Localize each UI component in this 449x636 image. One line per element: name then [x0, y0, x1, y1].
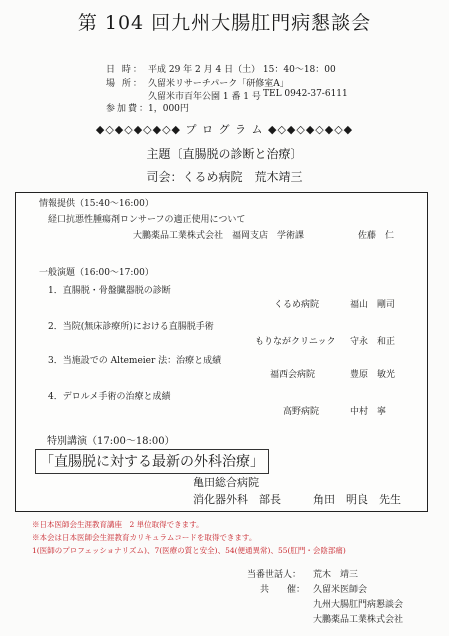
venue-line1: 久留米リサーチパーク「研修室A」: [148, 79, 289, 89]
co-host-item: 九州大腸肛門病懇談会: [313, 600, 404, 610]
page-title: 第 104 回九州大腸肛門病懇談会: [77, 12, 372, 34]
general-item-hospital: もりながクリニック: [255, 337, 336, 347]
general-item-speaker: 守永 和正: [350, 337, 396, 347]
venue-tel: TEL 0942-37-6111: [263, 89, 348, 99]
co-host-item: 久留米医師会: [313, 585, 368, 595]
general-item-hospital: 高野病院: [283, 407, 320, 417]
general-item-hospital: 福西会病院: [270, 370, 316, 380]
special-lecture-title: 「直腸脱に対する最新の外科治療」: [35, 449, 269, 474]
info-provision-affiliation: 大鵬薬品工業株式会社 福岡支店 学術課: [133, 231, 305, 241]
info-provision-speaker: 佐藤 仁: [358, 231, 395, 241]
general-item-topic: 1．直腸脱・骨盤臓器脱の診断: [48, 286, 171, 296]
general-item-speaker: 福山 剛司: [350, 300, 396, 310]
chairperson: 司会：くるめ病院 荒木靖三: [146, 170, 303, 184]
cme-note: ※日本医師会生涯教育講座 2 単位取得できます。: [32, 520, 204, 529]
fee-label: 参加費：: [106, 104, 151, 114]
cme-note: ※本会は日本医師会生涯教育カリキュラムコードを取得できます。: [32, 533, 257, 542]
general-item-speaker: 豊原 敏光: [350, 370, 396, 380]
date-label: 日 時：: [106, 65, 144, 75]
general-item-hospital: くるめ病院: [274, 300, 320, 310]
venue-label: 場 所：: [106, 79, 144, 89]
venue-row: [106, 76, 289, 89]
venue-line2: 久留米市百年公園 1 番 1 号: [148, 92, 261, 102]
program-heading: ◆◇◆◇◆◇◆◇◆ プ ロ グ ラ ム ◆◇◆◇◆◇◆◇◆: [95, 123, 354, 136]
main-theme: 主題〔直腸脱の診断と治療〕: [146, 147, 303, 161]
info-provision-topic: 経口抗悪性腫瘍剤ロンサーフの適正使用について: [48, 215, 246, 225]
co-host-label: 共 催：: [260, 585, 306, 595]
special-dept: 消化器外科 部長: [193, 493, 281, 506]
general-item-topic: 4．デロルメ手術の治療と成績: [48, 392, 171, 402]
info-provision-heading: 情報提供（15:40～16:00）: [39, 199, 154, 209]
cme-note: 1(医師のプロフェッショナリズム)、7(医療の質と安全)、54(便通異常)、55(肛門・会陰部痛): [32, 546, 346, 555]
general-heading: 一般演題（16:00～17:00）: [39, 268, 154, 278]
general-item-speaker: 中村 寧: [350, 407, 387, 417]
special-hospital: 亀田総合病院: [193, 476, 259, 489]
host-label: 当番世話人：: [247, 570, 302, 580]
general-item-topic: 3．当施設での Altemeier 法：治療と成績: [48, 356, 222, 366]
co-host-item: 大鵬薬品工業株式会社: [313, 615, 404, 625]
date-row: [106, 62, 336, 75]
general-item-topic: 2．当院(無床診療所)における直腸脱手術: [48, 322, 214, 332]
fee-value: 1，000円: [148, 104, 189, 114]
date-value: 平成 29 年 2 月 4 日（土） 15：40～18：00: [148, 65, 336, 75]
special-heading: 特別講演（17:00～18:00）: [47, 436, 175, 447]
special-speaker: 角田 明良 先生: [313, 493, 401, 506]
fee-row: [106, 101, 189, 114]
host-name: 荒木 靖三: [313, 570, 359, 580]
